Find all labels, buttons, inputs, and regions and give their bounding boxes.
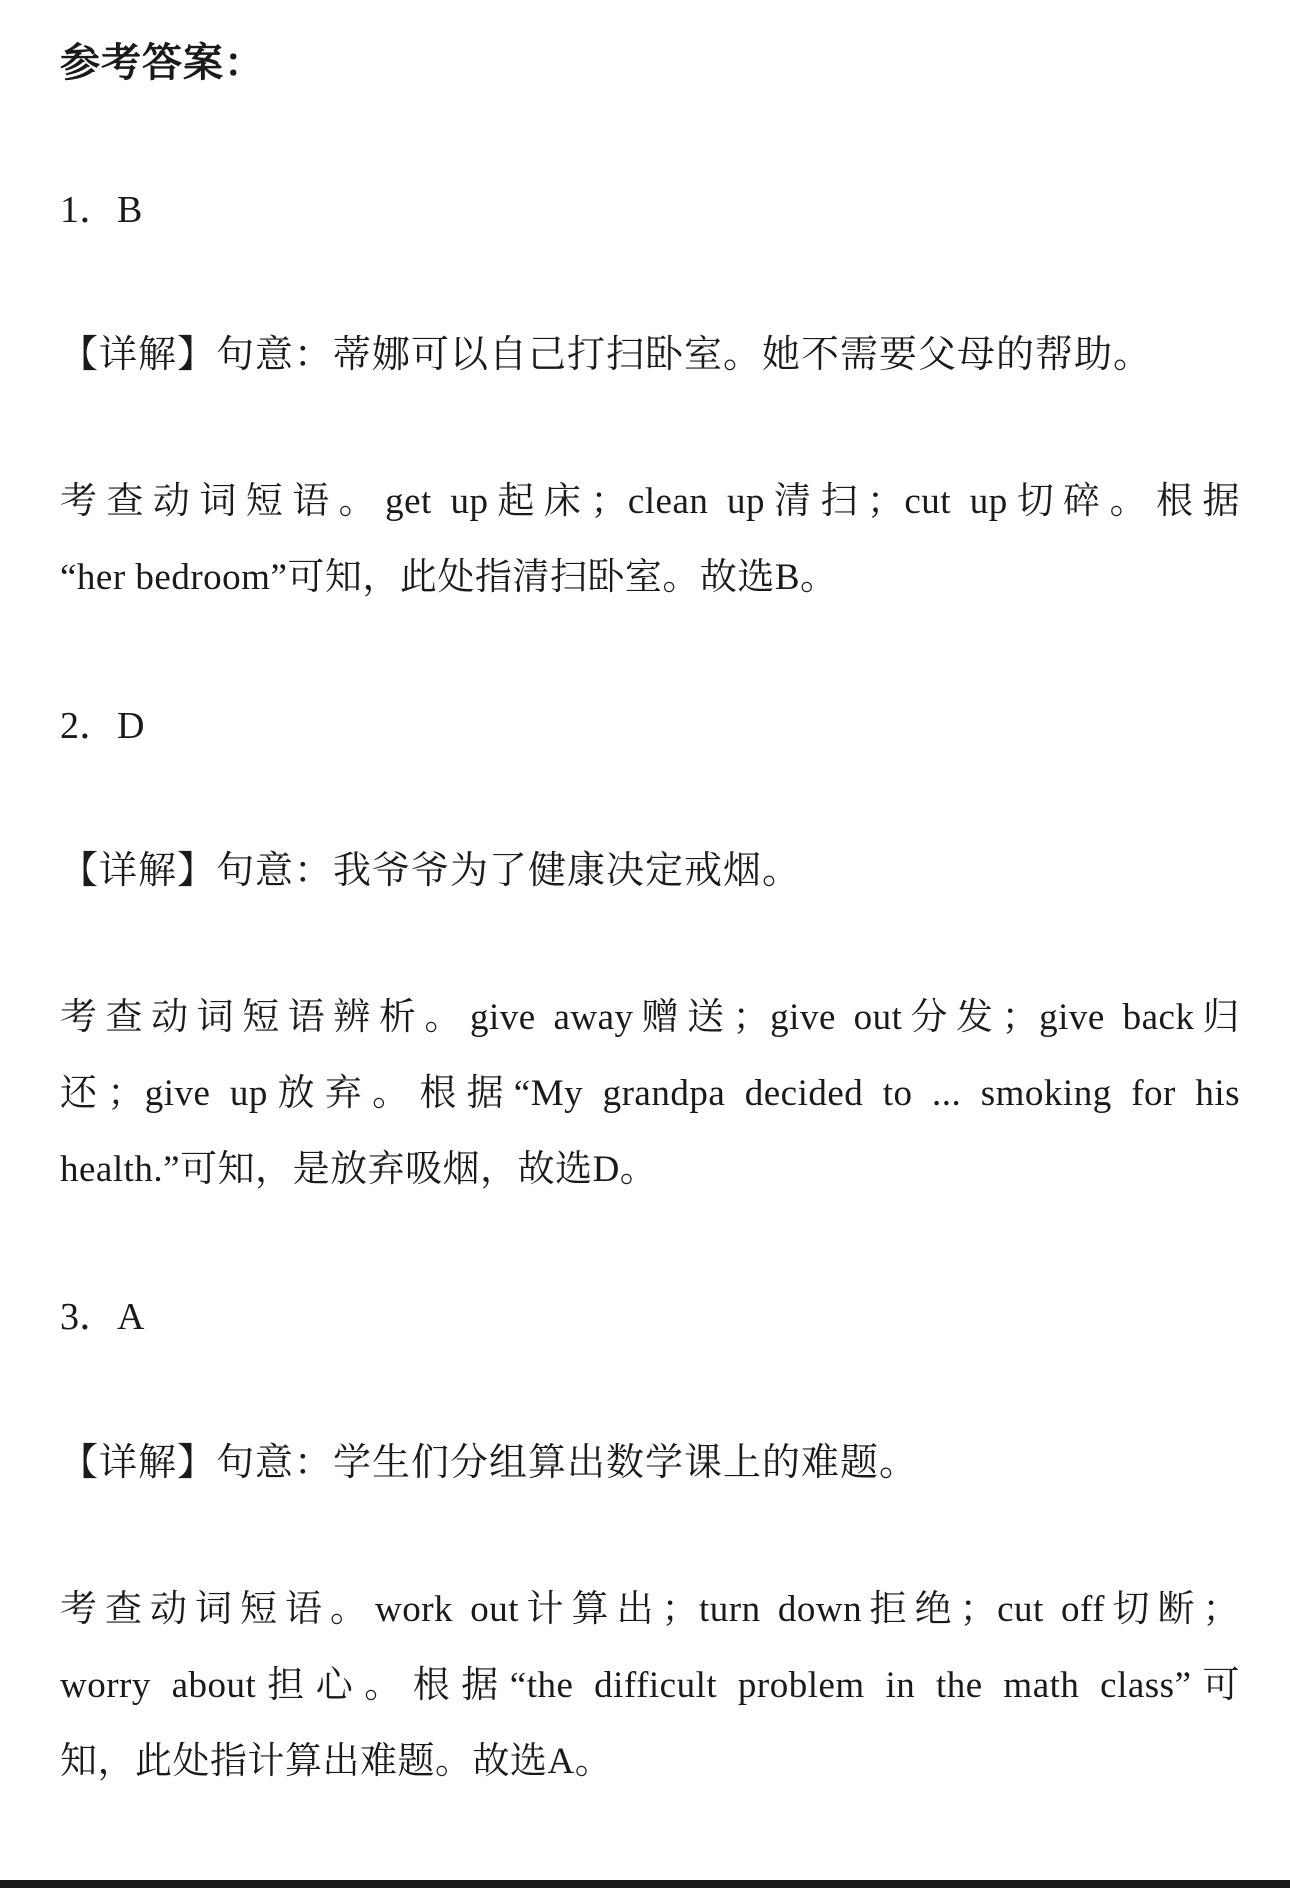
analysis-2: [60, 980, 1240, 1208]
detail-2: 【详解】句意：我爷爷为了健康决定戒烟。: [60, 848, 802, 892]
analysis-2-line-3: health.”可知，是放弃吸烟，故选D。: [60, 1149, 658, 1190]
analysis-3-line-2: worry about担心。根据“the difficult problem in the math class”可: [60, 1665, 1240, 1706]
detail-1: 【详解】句意：蒂娜可以自己打扫卧室。她不需要父母的帮助。: [60, 332, 1153, 376]
analysis-2-line-1: 考查动词短语辨析。give away赠送；give out分发；give back归: [60, 997, 1240, 1038]
detail-3: 【详解】句意：学生们分组算出数学课上的难题。: [60, 1440, 919, 1484]
analysis-2-line-2: 还；give up放弃。根据“My grandpa decided to ... smoking for his: [60, 1073, 1240, 1114]
analysis-1-line-1: 考查动词短语。get up起床；clean up清扫；cut up切碎。根据: [60, 481, 1240, 522]
page-title: 参考答案：: [60, 40, 265, 86]
answer-1: 1．B: [60, 189, 143, 231]
answer-2: 2．D: [60, 705, 145, 747]
analysis-1: [60, 464, 1240, 616]
analysis-3-line-3: 知，此处指计算出难题。故选A。: [60, 1741, 613, 1782]
analysis-3-line-1: 考查动词短语。work out计算出；turn down拒绝；cut off切断；: [60, 1589, 1240, 1630]
bottom-border: [0, 1880, 1290, 1888]
analysis-1-line-2: “her bedroom”可知，此处指清扫卧室。故选B。: [60, 557, 838, 598]
answer-3: 3．A: [60, 1296, 145, 1338]
analysis-3: [60, 1572, 1240, 1800]
